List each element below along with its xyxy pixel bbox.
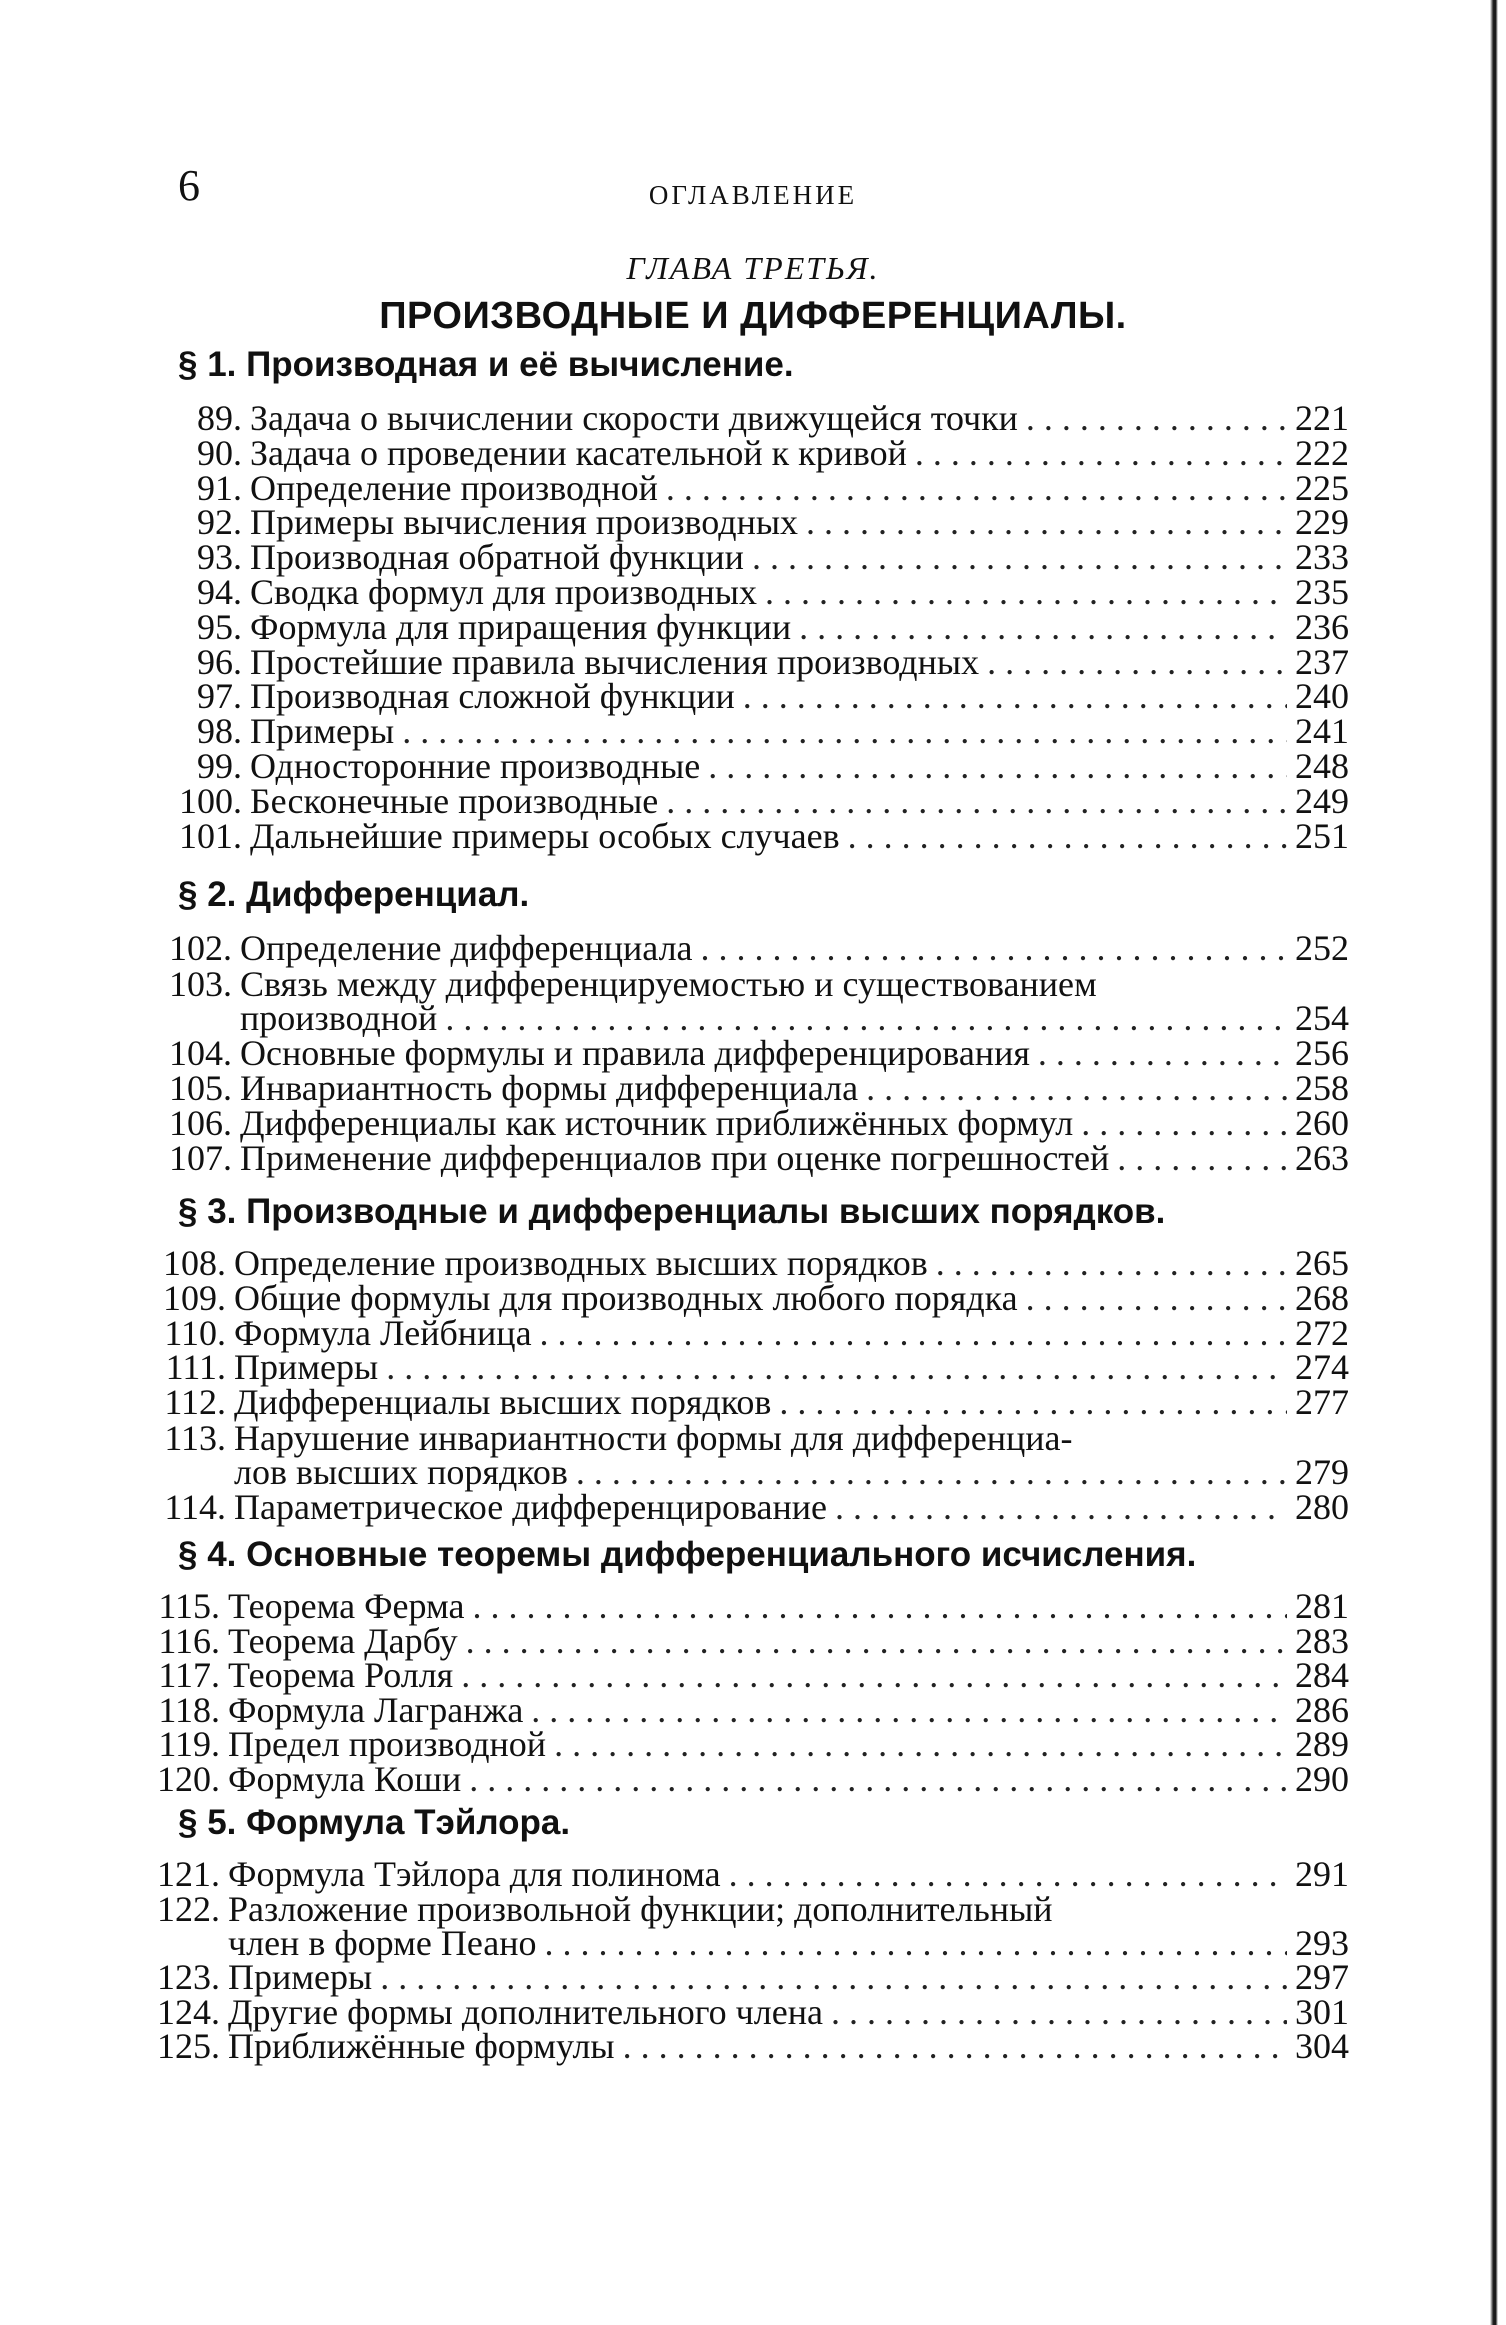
toc-entry[interactable] — [162, 400, 1347, 436]
entry-page-number: 289 — [1295, 1724, 1349, 1765]
entry-page-number: 258 — [1295, 1068, 1349, 1108]
dot-leader — [752, 539, 1287, 575]
entry-page-number: 291 — [1295, 1854, 1349, 1894]
entry-page-number: 297 — [1295, 1957, 1349, 1998]
toc-entry[interactable] — [162, 537, 1349, 578]
dot-leader — [799, 609, 1287, 645]
entry-number: 113. — [164, 1417, 226, 1458]
toc-entry[interactable] — [162, 502, 1349, 543]
entry-number: 109. — [163, 1277, 226, 1318]
entry-title: Основные формулы и правила дифференцирования — [240, 1033, 1030, 1073]
dot-leader — [461, 1657, 1287, 1693]
entry-number: 101. — [179, 815, 242, 856]
entry-page-number: 290 — [1295, 1759, 1349, 1799]
dot-leader — [445, 1000, 1287, 1036]
entry-page-number: 284 — [1295, 1655, 1349, 1696]
dot-leader — [540, 1315, 1287, 1351]
entry-title: Примеры — [234, 1347, 379, 1388]
dot-leader — [623, 2028, 1287, 2064]
entry-page-number: 280 — [1295, 1486, 1349, 1527]
dot-leader — [936, 1245, 1287, 1281]
entry-title: Параметрическое дифференцирование — [234, 1486, 827, 1527]
entry-number: 96. — [197, 641, 242, 682]
entry-page-number: 237 — [1295, 641, 1349, 682]
dot-leader — [402, 713, 1287, 749]
entry-title: Бесконечные производные — [250, 780, 659, 821]
entry-page-number: 283 — [1295, 1620, 1349, 1661]
toc-entry[interactable] — [162, 606, 1349, 647]
entry-number: 93. — [197, 537, 242, 578]
entry-page-number: 249 — [1295, 780, 1349, 821]
entry-title: Применение дифференциалов при оценке погрешностей — [240, 1138, 1110, 1178]
entry-page-number: 268 — [1295, 1277, 1349, 1318]
dot-leader — [743, 678, 1287, 714]
entry-number: 125. — [157, 2026, 220, 2066]
entry-number: 117. — [158, 1655, 220, 1696]
entry-number: 122. — [157, 1888, 220, 1929]
dot-leader — [779, 1384, 1287, 1420]
toc-entry[interactable] — [162, 780, 1349, 821]
dot-leader — [806, 504, 1287, 540]
entry-number: 119. — [158, 1724, 220, 1765]
toc-entry[interactable] — [140, 1620, 1349, 1661]
entry-number: 102. — [169, 928, 232, 968]
dot-leader — [386, 1349, 1287, 1385]
entry-number: 118. — [158, 1689, 220, 1730]
entry-page-number: 263 — [1295, 1138, 1349, 1178]
entry-number: 112. — [164, 1382, 226, 1423]
entry-page-number: 251 — [1295, 815, 1349, 856]
toc-entry[interactable] — [152, 1105, 1347, 1141]
page-number: 6 — [178, 161, 200, 210]
entry-page-number: 281 — [1295, 1586, 1349, 1626]
entry-number: 95. — [197, 606, 242, 647]
toc-entry[interactable] — [146, 1347, 1349, 1388]
toc-entry[interactable] — [146, 1486, 1349, 1527]
dot-leader — [1038, 1035, 1287, 1071]
entry-page-number: 240 — [1295, 676, 1349, 717]
toc-entry[interactable] — [162, 711, 1349, 752]
toc-entry[interactable] — [140, 1655, 1349, 1696]
entry-title: Формула для приращения функции — [250, 606, 792, 647]
dot-leader — [987, 644, 1287, 680]
entry-title: Определение производных высших порядков — [234, 1243, 928, 1283]
toc-entry[interactable] — [162, 641, 1349, 682]
entry-page-number: 252 — [1295, 928, 1349, 968]
toc-entry[interactable] — [146, 1417, 1349, 1492]
entry-title-first-line: Связь между дифференцируемостью и существованием — [240, 964, 1097, 1004]
entry-title: член в форме Пеано — [228, 1922, 537, 1963]
section-heading: § 2. Дифференциал. — [178, 875, 530, 914]
running-head: ОГЛАВЛЕНИЕ — [648, 180, 858, 210]
dot-leader — [866, 1070, 1287, 1106]
entry-page-number: 222 — [1295, 432, 1349, 473]
entry-number: 91. — [197, 467, 242, 508]
dot-leader — [1026, 400, 1287, 436]
entry-number: 97. — [197, 676, 242, 717]
entry-title: Примеры вычисления производных — [250, 502, 799, 543]
entry-page-number: 301 — [1295, 1991, 1349, 2032]
entry-page-number: 260 — [1295, 1103, 1349, 1143]
entry-number: 115. — [158, 1586, 220, 1626]
dot-leader — [831, 1994, 1287, 2030]
dot-leader — [531, 1692, 1287, 1728]
entry-page-number: 256 — [1295, 1033, 1349, 1073]
entry-number: 94. — [197, 572, 242, 612]
toc-entry[interactable] — [140, 1888, 1349, 1963]
toc-entry[interactable] — [162, 676, 1349, 717]
toc-entry[interactable] — [152, 930, 1347, 966]
toc-entry[interactable] — [140, 1991, 1349, 2032]
entry-page-number: 272 — [1295, 1312, 1349, 1353]
entry-number: 123. — [157, 1957, 220, 1998]
toc-entry[interactable] — [146, 1382, 1349, 1423]
entry-number: 103. — [169, 964, 232, 1004]
dot-leader — [729, 1856, 1287, 1892]
toc-entry[interactable] — [140, 1957, 1349, 1998]
toc-entry[interactable] — [162, 432, 1349, 473]
entry-title: Примеры — [228, 1957, 373, 1998]
toc-entry[interactable] — [152, 1035, 1347, 1071]
dot-leader — [554, 1726, 1287, 1762]
entry-number: 121. — [157, 1854, 220, 1894]
entry-title: Дифференциалы высших порядков — [234, 1382, 772, 1423]
entry-title: Инвариантность формы дифференциала — [240, 1068, 859, 1108]
dot-leader — [835, 1489, 1287, 1525]
toc-entry[interactable] — [152, 1070, 1347, 1106]
entry-title: Предел производной — [228, 1724, 547, 1765]
chapter-title: ПРОИЗВОДНЫЕ И ДИФФЕРЕНЦИАЛЫ. — [379, 295, 1127, 337]
dot-leader — [701, 930, 1287, 966]
entry-number: 105. — [169, 1068, 232, 1108]
entry-number: 116. — [158, 1620, 220, 1661]
entry-title: лов высших порядков — [234, 1451, 568, 1492]
toc-entry[interactable] — [140, 1588, 1347, 1624]
toc-entry[interactable] — [152, 964, 1349, 1038]
entry-page-number: 236 — [1295, 606, 1349, 647]
entry-number: 111. — [165, 1347, 226, 1388]
entry-title: Дифференциалы как источник приближённых формул — [240, 1103, 1074, 1143]
toc-entry[interactable] — [140, 1689, 1349, 1730]
dot-leader — [848, 818, 1287, 854]
dot-leader — [915, 435, 1287, 471]
dot-leader — [1117, 1140, 1287, 1176]
toc-entry[interactable] — [162, 748, 1347, 784]
section-heading: § 4. Основные теоремы дифференциального исчисления. — [178, 1535, 1197, 1574]
entry-page-number: 221 — [1295, 398, 1349, 438]
entry-title: Определение производной — [250, 467, 658, 508]
toc-entry[interactable] — [146, 1312, 1349, 1353]
dot-leader — [472, 1588, 1287, 1624]
entry-title: Теорема Ролля — [228, 1655, 454, 1696]
entry-number: 110. — [164, 1312, 226, 1353]
dot-leader — [765, 574, 1287, 610]
entry-page-number: 229 — [1295, 502, 1349, 543]
entry-title: Односторонние производные — [250, 746, 701, 786]
entry-page-number: 265 — [1295, 1243, 1349, 1283]
entry-number: 89. — [197, 398, 242, 438]
entry-title: Другие формы дополнительного члена — [228, 1991, 823, 2032]
entry-title-first-line: Нарушение инвариантности формы для дифференциа- — [234, 1417, 1073, 1458]
dot-leader — [380, 1959, 1287, 1995]
entry-number: 108. — [163, 1243, 226, 1283]
entry-title: Приближённые формулы — [228, 2026, 615, 2066]
dot-leader — [466, 1623, 1287, 1659]
dot-leader — [708, 748, 1287, 784]
entry-page-number: 233 — [1295, 537, 1349, 578]
entry-page-number: 293 — [1295, 1922, 1349, 1963]
entry-number: 104. — [169, 1033, 232, 1073]
toc-entry[interactable] — [146, 1277, 1349, 1318]
entry-title: Общие формулы для производных любого порядка — [234, 1277, 1018, 1318]
entry-number: 107. — [169, 1138, 232, 1178]
entry-title: Формула Лейбница — [234, 1312, 532, 1353]
toc-entry[interactable] — [162, 574, 1347, 610]
entry-title: Примеры — [250, 711, 395, 752]
entry-page-number: 274 — [1295, 1347, 1349, 1388]
entry-number: 99. — [197, 746, 242, 786]
entry-title: Сводка формул для производных — [250, 572, 757, 612]
entry-page-number: 277 — [1295, 1382, 1349, 1423]
entry-title-first-line: Разложение произвольной функции; дополнительный — [228, 1888, 1053, 1929]
section-heading: § 1. Производная и её вычисление. — [178, 345, 794, 384]
entry-title: Определение дифференциала — [240, 928, 693, 968]
toc-entry[interactable] — [140, 1761, 1347, 1797]
entry-number: 90. — [197, 432, 242, 473]
entry-title: Задача о проведении касательной к кривой — [250, 432, 907, 473]
entry-title: Производная сложной функции — [250, 676, 735, 717]
entry-page-number: 225 — [1295, 467, 1349, 508]
entry-page-number: 254 — [1295, 998, 1349, 1038]
dot-leader — [576, 1454, 1287, 1490]
toc-entry[interactable] — [152, 1140, 1347, 1176]
entry-number: 106. — [169, 1103, 232, 1143]
toc-entry[interactable] — [162, 467, 1349, 508]
dot-leader — [1026, 1280, 1287, 1316]
entry-title: Производная обратной функции — [250, 537, 744, 578]
entry-title: Формула Тэйлора для полинома — [228, 1854, 721, 1894]
entry-page-number: 248 — [1295, 746, 1349, 786]
entry-title: Задача о вычислении скорости движущейся точки — [250, 398, 1018, 438]
entry-number: 114. — [164, 1486, 226, 1527]
section-heading: § 5. Формула Тэйлора. — [178, 1803, 571, 1842]
entry-title: Теорема Дарбу — [228, 1620, 458, 1661]
dot-leader — [1081, 1105, 1287, 1141]
entry-title: производной — [240, 998, 438, 1038]
chapter-label: ГЛАВА ТРЕТЬЯ. — [626, 250, 880, 286]
section-heading: § 3. Производные и дифференциалы высших порядков. — [178, 1192, 1166, 1231]
dot-leader — [545, 1925, 1287, 1961]
entry-number: 100. — [179, 780, 242, 821]
toc-entry[interactable] — [162, 815, 1349, 856]
dot-leader — [666, 783, 1287, 819]
entry-title: Дальнейшие примеры особых случаев — [250, 815, 840, 856]
entry-title: Формула Коши — [228, 1759, 462, 1799]
entry-number: 120. — [157, 1759, 220, 1799]
entry-number: 124. — [157, 1991, 220, 2032]
entry-page-number: 279 — [1295, 1451, 1349, 1492]
entry-page-number: 286 — [1295, 1689, 1349, 1730]
toc-entry[interactable] — [146, 1245, 1347, 1281]
entry-title: Простейшие правила вычисления производных — [250, 641, 980, 682]
toc-entry[interactable] — [140, 1724, 1349, 1765]
dot-leader — [666, 470, 1287, 506]
entry-number: 98. — [197, 711, 242, 752]
toc-entry[interactable] — [140, 2028, 1347, 2064]
entry-page-number: 304 — [1295, 2026, 1349, 2066]
entry-page-number: 235 — [1295, 572, 1349, 612]
entry-title: Формула Лагранжа — [228, 1689, 524, 1730]
entry-page-number: 241 — [1295, 711, 1349, 752]
toc-entry[interactable] — [140, 1856, 1347, 1892]
dot-leader — [469, 1761, 1287, 1797]
entry-number: 92. — [197, 502, 242, 543]
entry-title: Теорема Ферма — [228, 1586, 465, 1626]
